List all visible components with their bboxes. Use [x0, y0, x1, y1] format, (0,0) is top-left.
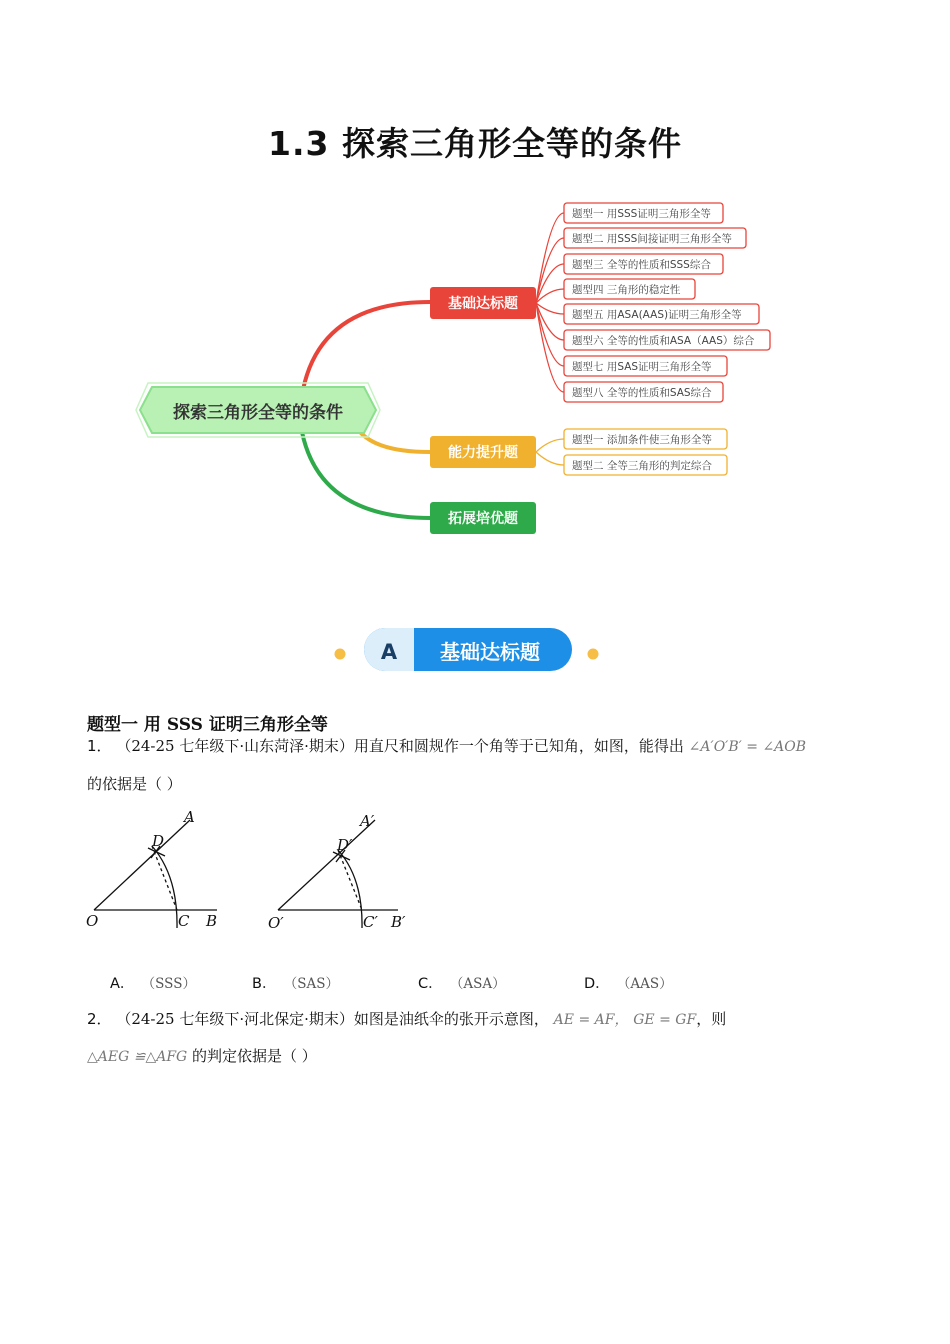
basic-leaves — [564, 203, 770, 402]
branch-advanced — [430, 436, 536, 468]
fig2-label-a: A′ — [360, 812, 375, 830]
advanced-sub-connectors — [536, 439, 564, 465]
mindmap-root-label: 探索三角形全等的条件 — [173, 403, 343, 423]
question-1-text: （24-25 七年级下·山东菏泽·期末）用直尺和圆规作一个角等于已知角，如图，能得出 — [116, 737, 684, 755]
leaf-basic-3: 题型三 全等的性质和SSS综合 — [572, 259, 711, 271]
leaf-basic-6: 题型六 全等的性质和ASA（AAS）综合 — [572, 335, 755, 347]
fig2-label-o: O′ — [268, 914, 284, 932]
connector-extension — [302, 432, 430, 518]
option-a[interactable]: A． （SSS） — [110, 976, 196, 992]
question-2-math-1: AE = AF， — [553, 1012, 629, 1028]
fig1-label-d: D — [152, 832, 165, 850]
question-2-number: 2． — [87, 1010, 112, 1028]
mindmap-root — [136, 383, 380, 437]
fig1-label-a: A — [184, 808, 195, 826]
banner-text: 基础达标题 — [440, 640, 540, 664]
leaf-advanced-1: 题型一 添加条件使三角形全等 — [572, 434, 712, 446]
banner-dot-left — [335, 649, 346, 660]
question-type-heading: 题型一 用 SSS 证明三角形全等 — [87, 715, 328, 735]
option-d[interactable]: D． （AAS） — [584, 976, 673, 992]
leaf-basic-4: 题型四 三角形的稳定性 — [572, 284, 681, 296]
fig1-label-c: C — [178, 912, 190, 930]
branch-extension — [430, 502, 536, 534]
question-2-text-2: ，则 — [696, 1010, 727, 1028]
mindmap — [0, 190, 950, 550]
option-c[interactable]: C． （ASA） — [418, 976, 506, 992]
connector-advanced — [360, 432, 430, 452]
basic-sub-connectors — [536, 213, 564, 392]
question-1-continuation: 的依据是（ ） — [87, 775, 182, 793]
leaf-basic-2: 题型二 用SSS间接证明三角形全等 — [572, 233, 732, 245]
section-banner — [0, 620, 950, 680]
leaf-advanced-2: 题型二 全等三角形的判定综合 — [572, 460, 712, 472]
branch-extension-label: 拓展培优题 — [448, 511, 518, 527]
question-2-cont-text: 的判定依据是（ ） — [192, 1047, 317, 1065]
banner-letter: A — [380, 640, 398, 664]
question-1-math: ∠A′O′B′ = ∠AOB — [688, 739, 807, 755]
option-b[interactable]: B． （SAS） — [252, 976, 339, 992]
question-1-figures — [80, 800, 440, 940]
leaf-basic-1: 题型一 用SSS证明三角形全等 — [572, 208, 711, 220]
fig2-label-b: B′ — [391, 913, 406, 931]
question-2-math-2: GE = GF — [633, 1012, 697, 1028]
fig2-label-c: C′ — [363, 913, 378, 931]
banner-dot-right — [588, 649, 599, 660]
leaf-basic-5: 题型五 用ASA(AAS)证明三角形全等 — [572, 309, 742, 321]
question-1 — [87, 736, 867, 757]
question-1-number: 1． — [87, 737, 112, 755]
branch-advanced-label: 能力提升题 — [448, 445, 518, 461]
branch-basic — [430, 287, 536, 319]
advanced-leaves — [564, 429, 727, 475]
fig2-label-d: D′ — [337, 836, 353, 854]
question-2 — [87, 1009, 877, 1030]
leaf-basic-7: 题型七 用SAS证明三角形全等 — [572, 361, 712, 373]
fig1-label-b: B — [206, 912, 218, 930]
question-2-text: （24-25 七年级下·河北保定·期末）如图是油纸伞的张开示意图， — [116, 1010, 549, 1028]
question-2-continuation — [87, 1046, 317, 1067]
question-2-math-3: △AEG ≌△AFG — [87, 1049, 188, 1065]
connector-basic — [302, 302, 430, 395]
leaf-basic-8: 题型八 全等的性质和SAS综合 — [572, 387, 712, 399]
page-title: 1.3 探索三角形全等的条件 — [268, 124, 682, 163]
branch-basic-label: 基础达标题 — [448, 296, 518, 312]
fig1-label-o: O — [86, 912, 99, 930]
